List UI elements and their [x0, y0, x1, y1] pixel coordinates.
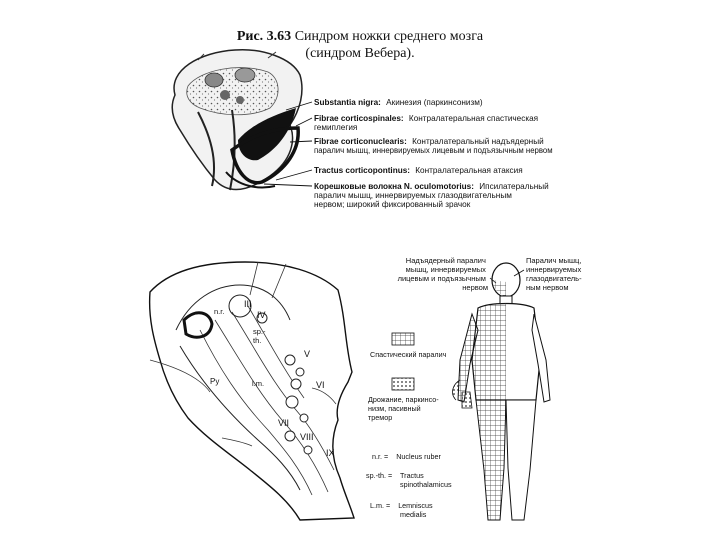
body-annotations [398, 256, 584, 292]
abbr-lemniscus: L.m. = Lemniscus [370, 501, 433, 510]
figure-title-line-1: Синдром ножки среднего мозга [294, 29, 484, 44]
label-spinothalamic-1: sp.- [253, 327, 266, 336]
label-nerve-3: III [244, 299, 252, 309]
label-nerve-6: VI [316, 380, 325, 390]
label-nerve-7: VII [278, 418, 290, 428]
legend [368, 333, 447, 422]
label-oculomotor-roots-cont2: нервом; широкий фиксированный зрачок [314, 200, 471, 209]
abbr-lemniscus-cont: medialis [400, 510, 427, 519]
label-oculomotor-roots-cont1: паралич мышц, иннервируемых глазодвигательным [314, 191, 512, 200]
label-fibrae-corticospinales-cont: гемиплегия [314, 123, 358, 132]
top-labels [314, 98, 553, 209]
label-nerve-4: IV [257, 310, 266, 320]
label-lemniscus: l.m. [252, 379, 265, 388]
label-nerve-8: VIII [300, 432, 314, 442]
brainstem-schematic [150, 262, 354, 520]
legend-label-tremor: Дрожание, паркинсо- низм, пасивный тремор [368, 395, 439, 422]
abbr-spinothalamic: sp.-th. = Tractus [366, 471, 424, 480]
human-figure [453, 263, 550, 520]
label-oculomotor-roots: Корешковые волокна N. oculomotorius: Ипсилатеральный [314, 182, 549, 191]
label-pyramidal: Py [210, 377, 220, 386]
legend-label-spastic: Спастический паралич [370, 350, 447, 359]
figure-number: Рис. 3.63 [236, 29, 292, 44]
label-nerve-5: V [304, 349, 311, 359]
abbreviation-key [366, 452, 452, 519]
label-nucleus-ruber: n.r. [214, 307, 225, 316]
label-spinothalamic-2: th. [253, 336, 262, 345]
legend-swatch-spastic [392, 333, 414, 345]
label-fibrae-corticospinales: Fibrae corticospinales: Контралатеральная спастическая [314, 114, 539, 123]
label-fibrae-corticonuclearis: Fibrae corticonuclearis: Контралатеральный надъядерный [314, 137, 544, 146]
figure-title-line-2: (синдром Вебера). [305, 46, 415, 61]
annotation-supranuclear-palsy: Надъядерный паралич мышц, иннервируемых лицевым и подъязычным нервом [397, 256, 488, 292]
midbrain-section [172, 50, 302, 190]
label-fibrae-corticonuclearis-cont: паралич мышц, иннервируемых лицевым и подъязычным нервом [314, 146, 553, 155]
annotation-oculomotor-palsy: Паралич мышц, иннервируемых глазодвигатель- ным нервом [526, 256, 582, 292]
abbr-spinothalamic-cont: spinothalamicus [400, 480, 452, 489]
label-tractus-corticopontinus: Tractus corticopontinus: Контралатеральная атаксия [314, 166, 523, 175]
label-nerve-9: IX [326, 448, 335, 458]
label-substantia-nigra: Substantia nigra: Акинезия (паркинсонизм) [314, 98, 483, 107]
abbr-nucleus-ruber: n.r. = Nucleus ruber [372, 452, 441, 461]
legend-swatch-tremor [392, 378, 414, 390]
